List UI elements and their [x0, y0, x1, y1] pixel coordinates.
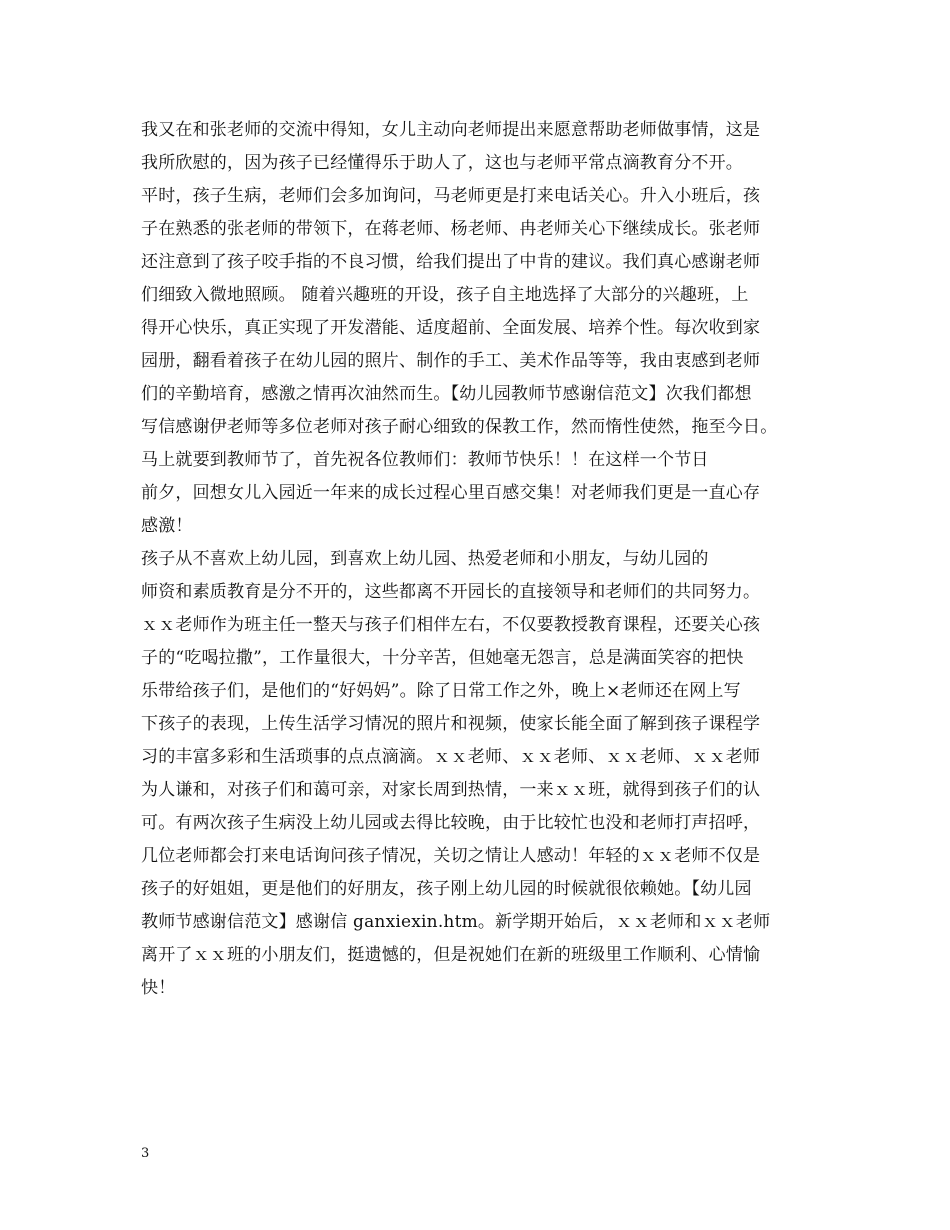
- text-line: 们的辛勤培育，感激之情再次油然而生。【幼儿园教师节感谢信范文】次我们都想: [141, 384, 752, 404]
- text-line: 前夕，回想女儿入园近一年来的成长过程心里百感交集！对老师我们更是一直心存: [141, 483, 761, 503]
- text-line: 们细致入微地照顾。 随着兴趣班的开设，孩子自主地选择了大部分的兴趣班，上: [141, 285, 749, 305]
- text-line: 习的丰富多彩和生活琐事的点点滴滴。ｘｘ老师、ｘｘ老师、ｘｘ老师、ｘｘ老师: [141, 747, 761, 767]
- text-line: 子在熟悉的张老师的带领下，在蒋老师、杨老师、冉老师关心下继续成长。张老师: [141, 219, 761, 239]
- text-line: 乐带给孩子们，是他们的“好妈妈”。除了日常工作之外，晚上×老师还在网上写: [141, 681, 741, 701]
- text-line: 几位老师都会打来电话询问孩子情况，关切之情让人感动！年轻的ｘｘ老师不仅是: [141, 846, 761, 866]
- text-line: 下孩子的表现，上传生活学习情况的照片和视频，使家长能全面了解到孩子课程学: [141, 714, 761, 734]
- text-line: 我又在和张老师的交流中得知，女儿主动向老师提出来愿意帮助老师做事情，这是: [141, 120, 761, 140]
- text-line: 我所欣慰的，因为孩子已经懂得乐于助人了，这也与老师平常点滴教育分不开。: [141, 153, 743, 173]
- text-line: 教师节感谢信范文】感谢信 ganxiexin.htm。新学期开始后，ｘｘ老师和ｘｘ老师: [141, 912, 771, 932]
- text-line: ｘｘ老师作为班主任一整天与孩子们相伴左右，不仅要教授教育课程，还要关心孩: [141, 615, 761, 635]
- text-line: 感激！: [141, 516, 193, 536]
- text-line: 平时，孩子生病，老师们会多加询问，马老师更是打来电话关心。升入小班后，孩: [141, 186, 761, 206]
- text-line: 孩子从不喜欢上幼儿园，到喜欢上幼儿园、热爱老师和小朋友，与幼儿园的: [141, 549, 709, 569]
- text-line: 马上就要到教师节了，首先祝各位教师们：教师节快乐！！在这样一个节日: [141, 450, 709, 470]
- text-line: 为人谦和，对孩子们和蔼可亲，对家长周到热情，一来ｘｘ班，就得到孩子们的认: [141, 780, 761, 800]
- text-line: 还注意到了孩子咬手指的不良习惯，给我们提出了中肯的建议。我们真心感谢老师: [141, 252, 761, 272]
- text-line: 离开了ｘｘ班的小朋友们，挺遗憾的，但是祝她们在新的班级里工作顺利、心情愉: [141, 945, 761, 965]
- text-line: 孩子的好姐姐，更是他们的好朋友，孩子刚上幼儿园的时候就很依赖她。【幼儿园: [141, 879, 752, 899]
- text-line: 快！: [141, 978, 176, 998]
- page-number: 3: [141, 1146, 150, 1161]
- text-line: 得开心快乐，真正实现了开发潜能、适度超前、全面发展、培养个性。每次收到家: [141, 318, 761, 338]
- text-line: 子的“吃喝拉撒”，工作量很大，十分辛苦，但她毫无怨言，总是满面笑容的把快: [141, 648, 744, 668]
- text-line: 师资和素质教育是分不开的，这些都离不开园长的直接领导和老师们的共同努力。: [141, 582, 761, 602]
- text-line: 写信感谢伊老师等多位老师对孩子耐心细致的保教工作，然而惰性使然，拖至今日。: [141, 417, 778, 437]
- text-line: 园册，翻看着孩子在幼儿园的照片、制作的手工、美术作品等等，我由衷感到老师: [141, 351, 761, 371]
- text-line: 可。有两次孩子生病没上幼儿园或去得比较晚，由于比较忙也没和老师打声招呼，: [141, 813, 761, 833]
